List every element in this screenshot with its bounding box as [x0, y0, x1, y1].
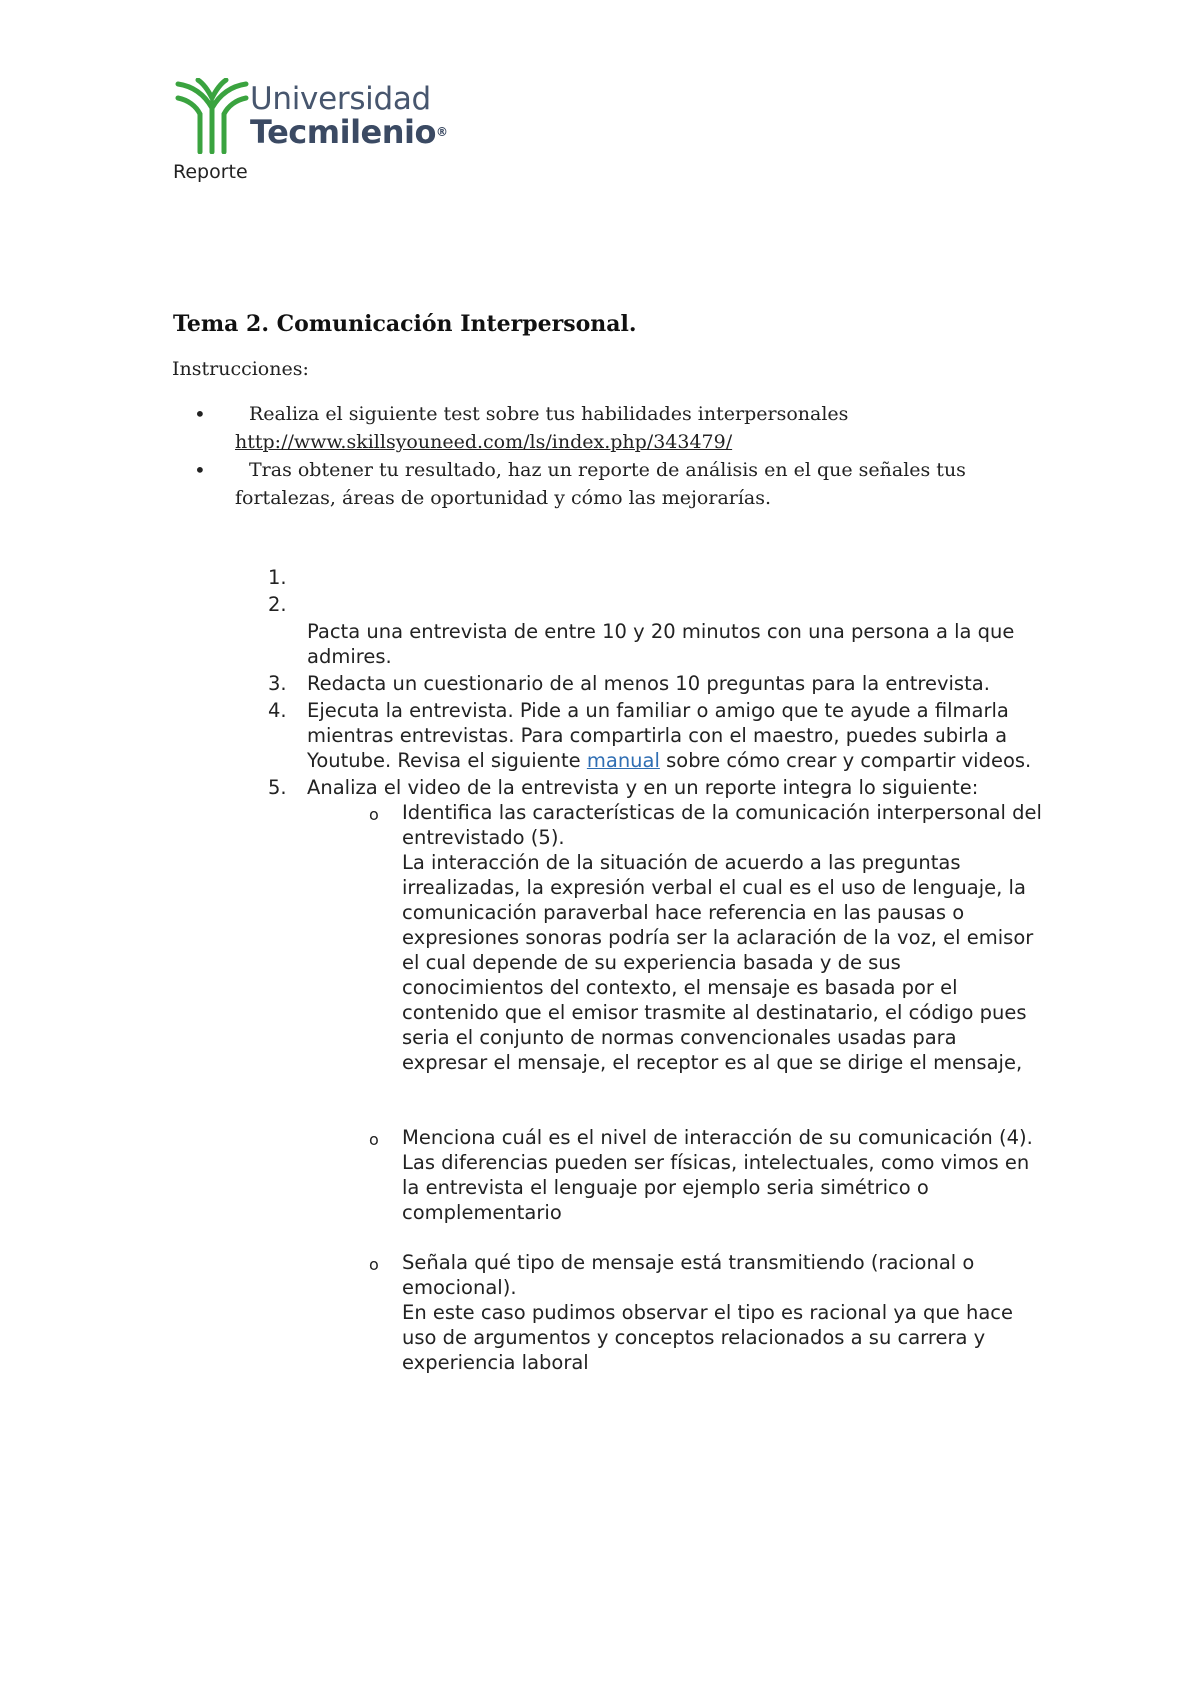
sub-item	[402, 1125, 1048, 1225]
instruction-bullets	[190, 400, 990, 512]
step-text: Pacta una entrevista de entre 10 y 20 minutos con una persona a la que admires.	[307, 620, 1015, 668]
sub-item-prompt: Menciona cuál es el nivel de interacción de su comunicación (4).	[402, 1126, 1033, 1149]
step-item	[268, 698, 1048, 773]
step-text: Ejecuta la entrevista. Pide a un familiar o amigo que te ayude a filmarla mientras entrevistas. Para compartirla con el maestro, puedes subirla a Youtube. Revisa el siguiente	[307, 699, 1009, 772]
university-logo	[174, 78, 448, 154]
bullet-dot-icon: •	[194, 402, 206, 426]
step-number: 4.	[268, 699, 287, 722]
sub-item-prompt: Identifica las características de la comunicación interpersonal del entrevistado (5).	[402, 801, 1042, 849]
sub-item-answer: Las diferencias pueden ser físicas, intelectuales, como vimos en la entrevista el lenguaje por ejemplo seria simétrico o complementario	[402, 1151, 1030, 1224]
step-text: Analiza el video de la entrevista y en un reporte integra lo siguiente:	[307, 776, 979, 799]
sub-item	[402, 800, 1048, 1075]
sub-item-answer: En este caso pudimos observar el tipo es racional ya que hace uso de argumentos y conceptos relacionados a su carrera y experiencia laboral	[402, 1301, 1013, 1374]
circle-bullet-icon	[369, 802, 379, 827]
sub-item	[402, 1250, 1048, 1375]
registered-mark: ®	[435, 125, 448, 139]
sub-item-prompt: Señala qué tipo de mensaje está transmitiendo (racional o emocional).	[402, 1251, 975, 1299]
step-item	[268, 671, 1048, 696]
tecmilenio-leaf-icon	[174, 78, 250, 154]
circle-bullet-icon	[369, 1127, 379, 1152]
step-item	[268, 592, 1048, 617]
test-link[interactable]: http://www.skillsyouneed.com/ls/index.php/343479/	[235, 431, 733, 453]
bullet-text: Realiza el siguiente test sobre tus habilidades interpersonales	[249, 403, 849, 425]
step-number: 5.	[268, 776, 287, 799]
step-text: Redacta un cuestionario de al menos 10 preguntas para la entrevista.	[307, 672, 990, 695]
instructions-label: Instrucciones:	[172, 358, 309, 380]
step-number: 2.	[268, 593, 287, 616]
numbered-steps	[268, 565, 1048, 1375]
step-item	[268, 565, 1048, 590]
page-title: Tema 2. Comunicación Interpersonal.	[173, 311, 637, 337]
step-item	[268, 619, 1048, 669]
sub-item-answer: La interacción de la situación de acuerdo a las preguntas irrealizadas, la expresión verbal el cual es el uso de lenguaje, la comunicación paraverbal hace referencia en las pausas o expresiones sonoras podría ser la aclaración de la voz, el emisor el cual depende de su experiencia basada y de sus conocimientos del contexto, el mensaje es basada por el contenido que el emisor trasmite al destinatario, el código pues seria el conjunto de normas convencionales usadas para expresar el mensaje, el receptor es al que se dirige el mensaje,	[402, 851, 1034, 1074]
step-item	[268, 775, 1048, 800]
logo-tecmilenio-text: Tecmilenio	[250, 113, 436, 151]
logo-university-text: Universidad	[250, 81, 431, 117]
bullet-dot-icon: •	[194, 458, 206, 482]
bullet-item	[190, 400, 990, 456]
step-number: 3.	[268, 672, 287, 695]
step-text: sobre cómo crear y compartir videos.	[659, 749, 1032, 772]
bullet-text: Tras obtener tu resultado, haz un reporte de análisis en el que señales tus fortalezas, áreas de oportunidad y cómo las mejorarías.	[235, 459, 966, 509]
circle-bullet-icon	[369, 1252, 379, 1277]
manual-link[interactable]: manual	[586, 749, 660, 772]
step-number: 1.	[268, 566, 287, 589]
document-type-label: Reporte	[173, 161, 248, 183]
bullet-item	[190, 456, 990, 512]
